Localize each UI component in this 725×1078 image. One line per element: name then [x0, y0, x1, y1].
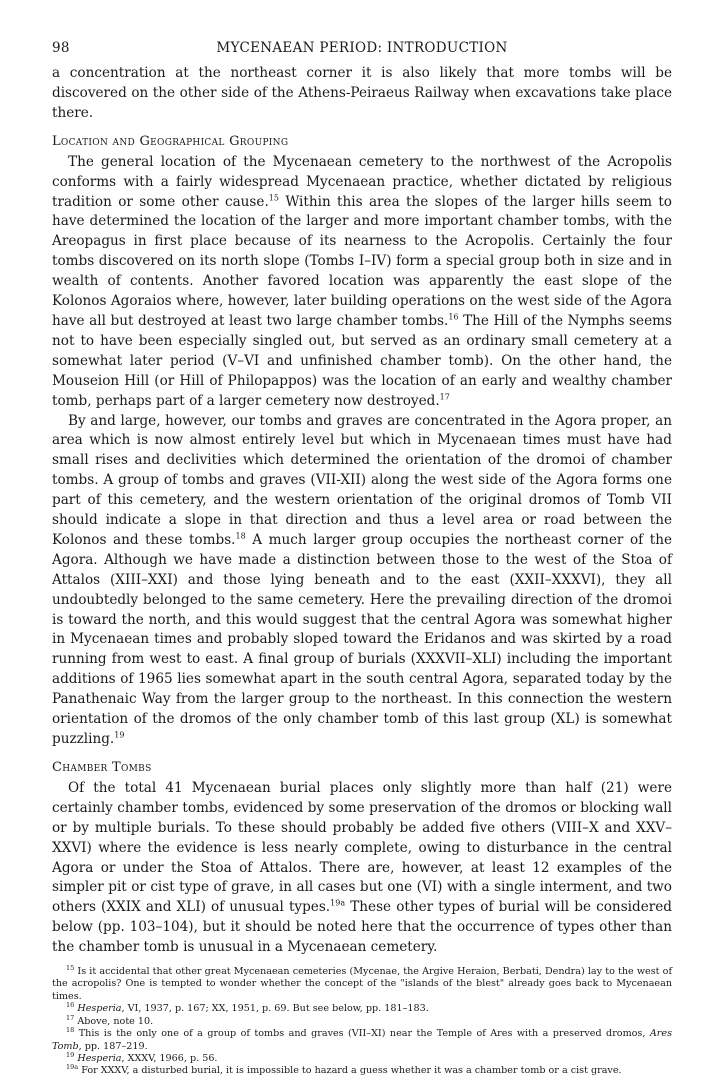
- page-number: 98: [52, 40, 70, 56]
- body-text: [52, 64, 672, 958]
- intro-text: a concentration at the northeast corner it is also likely that more tombs will be discovered on the other side of the Athens-Peiraeus Railway when excavations take place there.: [52, 65, 672, 121]
- journal-title: Hesperia: [77, 1003, 122, 1015]
- footnote-ref-18[interactable]: 18: [235, 531, 246, 541]
- chamber-p1-text-a: Of the total 41 Mycenaean burial places only slightly more than half (21) were certainly chamber tombs, evidenced by some preservation of the dromos or blocking wall or by multiple burials. To these should probably be added five others (VIII–X and XXV–XXVI) where the evidence is less nearly complete, owing to disturbance in the central Agora or under the Stoa of Attalos. There are, however, at least 12 examples of the simpler pit or cist type of grave, in all cases but one (VI) with a single interment, and two others (XXIX and XLI) of unusual types.: [52, 779, 672, 916]
- footnote-ref-16[interactable]: 16: [448, 312, 459, 322]
- work-title: Ares Tomb: [52, 1028, 672, 1052]
- footnote-text: Is it accidental that other great Mycenaean cemeteries (Mycenae, the Argive Heraion, Berbati, Dendra) lay to the west of the acropolis? One is tempted to wonder whether the concept of the "islands of the blest" already goes back to Mycenaean times.: [52, 966, 672, 1002]
- footnote-mark: 18: [66, 1025, 75, 1034]
- footnote-mark: 19: [66, 1050, 75, 1059]
- location-paragraph-2: [52, 412, 672, 750]
- location-paragraph-1: [52, 153, 672, 412]
- footnote-text: , XXXV, 1966, p. 56.: [121, 1052, 218, 1064]
- intro-paragraph: [52, 64, 672, 124]
- footnote-mark: 17: [66, 1013, 75, 1022]
- footnote-mark: 19a: [66, 1063, 79, 1072]
- location-p1-text-c: The Hill of the Nymphs seems not to have been especially singled out, but served as an ordinary small cemetery at a somewhat later period (V–VI and unfinished chamber tomb). On the other hand, the Mouseion Hill (or Hill of Philopappos) was the location of an early and wealthy chamber tomb, perhaps part of a larger cemetery now destroyed.: [52, 312, 672, 409]
- footnote-text: This is the only one of a group of tombs and graves (VII–XI) near the Temple of Ares with a preserved dromos,: [74, 1028, 650, 1040]
- footnote-text: Above, note 10.: [74, 1015, 154, 1027]
- location-p2-text-a: By and large, however, our tombs and graves are concentrated in the Agora proper, an area which is now almost entirely level but which in Mycenaean times must have had small rises and declivities which determined the orientation of the dromoi of chamber tombs. A group of tombs and graves (VII-XII) along the west side of the Agora forms one part of this cemetery, and the western orientation of the original dromos of Tomb VII should indicate a slope in that direction and thus a level area or road between the Kolonos and these tombs.: [52, 412, 672, 548]
- book-page: [52, 40, 672, 1078]
- footnote-19a: [52, 1065, 672, 1077]
- running-title: MYCENAEAN PERIOD: INTRODUCTION: [216, 40, 508, 56]
- footnote-text-end: , pp. 187–219.: [78, 1040, 148, 1052]
- location-p1-text-b: Within this area the slopes of the larger hills seem to have determined the location of the larger and more important chamber tombs, with the Areopagus in first place because of its nearness to the Acropolis. Certainly the four tombs discovered on its north slope (Tombs I–IV) form a special group both in size and in wealth of contents. Another favored location was apparently the east slope of the Kolonos Agoraios where, however, later building operations on the west side of the Agora have all but destroyed at least two large chamber tombs.: [52, 193, 672, 329]
- footnote-text: , VI, 1937, p. 167; XX, 1951, p. 69. But see below, pp. 181–183.: [121, 1003, 429, 1015]
- location-p1-text-a: The general location of the Mycenaean cemetery to the northwest of the Acropolis conforms with a fairly widespread Mycenaean practice, whether dictated by religious tradition or some other cause.: [52, 153, 672, 210]
- footnotes: [52, 963, 672, 1078]
- footnote-ref-19a[interactable]: 19a: [330, 898, 346, 908]
- location-p2-text-b: A much larger group occupies the northeast corner of the Agora. Although we have made a distinction between those to the west of the Stoa of Attalos (XIII–XXI) and those lying beneath and to the east (XXII–XXXVI), they all undoubtedly belonged to the same cemetery. Here the prevailing direction of the dromoi is toward the north, and this would suggest that the central Agora was somewhat higher in Mycenaean times and probably sloped toward the Eridanos and was skirted by a road running from west to east. A final group of burials (XXXVII–XLI) including the important additions of 1965 lies somewhat apart in the south central Agora, separated today by the Panathenaic Way from the larger group to the northeast. In this connection the western orientation of the dromos of the only chamber tomb of this last group (XL) is somewhat puzzling.: [52, 531, 673, 747]
- footnote-ref-17[interactable]: 17: [439, 392, 450, 402]
- section-heading-chamber-tombs: Chamber Tombs: [52, 759, 152, 775]
- chamber-p1-text-b: These other types of burial will be considered below (pp. 103–104), but it should be noted here that the occurrence of types other than the chamber tomb is unusual in a Mycenaean cemetery.: [52, 899, 673, 956]
- footnote-15: [52, 963, 672, 1003]
- chamber-paragraph-1: [52, 779, 672, 958]
- footnote-18: [52, 1025, 672, 1053]
- section-heading-location: Location and Geographical Grouping: [52, 133, 289, 149]
- journal-title: Hesperia: [77, 1052, 122, 1064]
- page-header: [52, 40, 672, 64]
- footnote-mark: 15: [66, 963, 75, 972]
- footnote-ref-15[interactable]: 15: [268, 193, 279, 202]
- footnote-17: [52, 1013, 672, 1028]
- footnote-19: [52, 1050, 672, 1065]
- footnote-text: For XXXV, a disturbed burial, it is impossible to hazard a guess whether it was a chamber tomb or a cist grave.: [78, 1065, 622, 1077]
- footnote-mark: 16: [66, 1001, 75, 1010]
- footnote-16: [52, 1003, 672, 1015]
- footnote-ref-19[interactable]: 19: [114, 730, 125, 740]
